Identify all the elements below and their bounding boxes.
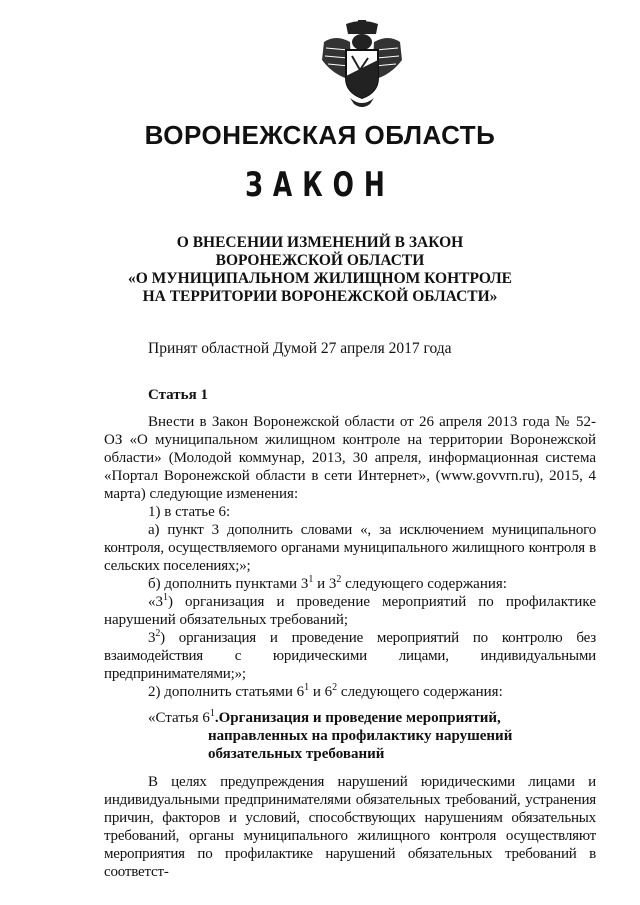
- new-article-title-line: направленных на профилактику нарушений: [208, 728, 513, 744]
- superscript: 1: [209, 708, 215, 719]
- new-article-text: В целях предупреждения нарушений юридическими лицами и индивидуальными предпринимателями обязательных требований, устранения причин, факторов и условий, способствующих нарушениям обязательных требований, органы муниципального жилищного контроля осуществляют мероприятия по профилактике нарушений обязательных требований в соответст-: [104, 774, 596, 880]
- region-name: ВОРОНЕЖСКАЯ ОБЛАСТЬ: [144, 120, 496, 150]
- new-article-title: [104, 709, 596, 763]
- new-point: [104, 593, 596, 629]
- text-fragment: и 6: [309, 684, 333, 700]
- amendment-item: 1) в статье 6:: [148, 504, 231, 520]
- new-point: [104, 629, 596, 683]
- article-heading: Статья 1: [148, 387, 208, 403]
- law-title-line: «О МУНИЦИПАЛЬНОМ ЖИЛИЩНОМ КОНТРОЛЕ: [127, 270, 513, 287]
- text-fragment: ) организация и проведение мероприятий по профилактике нарушений обязательных требований;: [104, 594, 596, 628]
- article-intro: Внести в Закон Воронежской области от 26 апреля 2013 года № 52-ОЗ «О муниципальном жилищном контроле на территории Воронежской области» (Молодой коммунар, 2013, 30 апреля, информационная система «Портал Воронежской области в сети Интернет», (www.govvrn.ru), 2015, 4 марта) следующие изменения:: [104, 414, 596, 502]
- law-title: [120, 234, 520, 306]
- law-title-line: О ВНЕСЕНИИ ИЗМЕНЕНИЙ В ЗАКОН: [176, 234, 464, 251]
- document-type: ЗАКОН: [245, 164, 395, 205]
- adoption-note: Принят областной Думой 27 апреля 2017 года: [148, 340, 452, 357]
- superscript: 2: [155, 628, 161, 639]
- superscript: 1: [304, 682, 310, 693]
- law-title-line: ВОРОНЕЖСКОЙ ОБЛАСТИ: [215, 252, 425, 269]
- text-fragment: ) организация и проведение мероприятий по контролю без взаимодействия с юридическими лицами, индивидуальными предпринимателями;»;: [104, 630, 596, 682]
- superscript: 2: [336, 574, 342, 585]
- text-fragment: 3: [148, 630, 156, 646]
- text-fragment: следующего содержания:: [337, 684, 503, 700]
- amendment-subitem: [104, 575, 596, 593]
- text-fragment: б) дополнить пунктами 3: [148, 576, 309, 592]
- text-fragment: следующего содержания:: [341, 576, 507, 592]
- amendment-item: [104, 683, 596, 701]
- coat-of-arms-icon: [316, 20, 408, 108]
- text-fragment: и 3: [313, 576, 337, 592]
- amendment-subitem: а) пункт 3 дополнить словами «, за исключением муниципального контроля, осуществляемого органами муниципального жилищного контроля в сельских поселениях;»;: [104, 522, 596, 574]
- document-body: [104, 386, 596, 881]
- new-article-title-line: .Организация и проведение мероприятий,: [214, 710, 501, 726]
- text-fragment: «Статья 6: [148, 710, 210, 726]
- new-article-title-line: обязательных требований: [208, 746, 385, 762]
- text-fragment: «3: [148, 594, 163, 610]
- superscript: 1: [163, 592, 168, 603]
- superscript: 1: [308, 574, 314, 585]
- text-fragment: 2) дополнить статьями 6: [148, 684, 305, 700]
- law-title-line: НА ТЕРРИТОРИИ ВОРОНЕЖСКОЙ ОБЛАСТИ»: [142, 288, 498, 305]
- superscript: 2: [332, 682, 338, 693]
